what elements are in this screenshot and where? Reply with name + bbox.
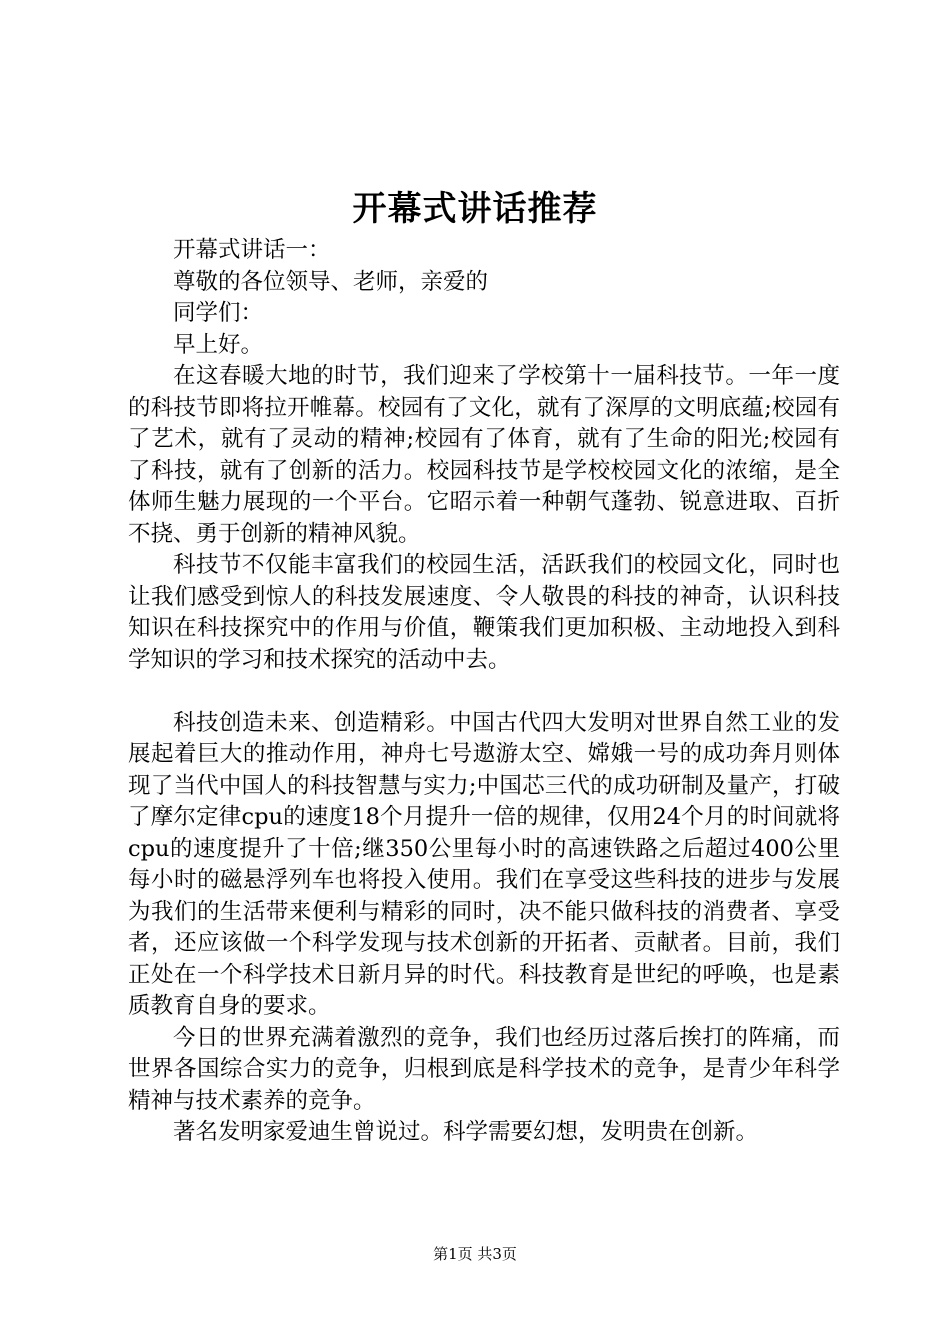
paragraph-edison-quote: 著名发明家爱迪生曾说过。科学需要幻想，发明贵在创新。 [173,1119,759,1145]
paragraph-world-competition: 今日的世界充满着激烈的竞争，我们也经历过落后挨打的阵痛，而世界各国综合实力的竞争，归根到底是科学技术的竞争，是青少年科学精神与技术素养的竞争。 [128,1024,840,1114]
paragraph-technology-future: 科技创造未来、创造精彩。中国古代四大发明对世界自然工业的发展起着巨大的推动作用，神舟七号遨游太空、嫦娥一号的成功奔月则体现了当代中国人的科技智慧与实力;中国芯三代的成功研制及量产，打破了摩尔定律cpu的速度18个月提升一倍的规律，仅用24个月的时间就将cpu的速度提升了十倍;继350公里每小时的高速铁路之后超过400公里每小时的磁悬浮列车也将投入使用。我们在享受这些科技的进步与发展为我们的生活带来便利与精彩的同时，决不能只做科技的消费者、享受者，还应该做一个科学发现与技术创新的开拓者、贡献者。目前，我们正处在一个科学技术日新月异的时代。科技教育是世纪的呼唤，也是素质教育自身的要求。 [128,709,840,1019]
paragraph-festival-intro: 在这春暖大地的时节，我们迎来了学校第十一届科技节。一年一度的科技节即将拉开帷幕。校园有了文化，就有了深厚的文明底蕴;校园有了艺术，就有了灵动的精神;校园有了体育，就有了生命的阳光;校园有了科技，就有了创新的活力。校园科技节是学校校园文化的浓缩，是全体师生魅力展现的一个平台。它昭示着一种朝气蓬勃、锐意进取、百折不挠、勇于创新的精神风貌。 [128,363,840,547]
paragraph-festival-benefits: 科技节不仅能丰富我们的校园生活，活跃我们的校园文化，同时也让我们感受到惊人的科技发展速度、令人敬畏的科技的神奇，认识科技知识在科技探究中的作用与价值，鞭策我们更加积极、主动地投入到科学知识的学习和技术探究的活动中去。 [128,552,840,673]
document-title: 开幕式讲话推荐 [352,189,598,229]
paragraph-greeting-heading: 开幕式讲话一： [173,237,331,263]
page-number-footer: 第1页 共3页 [433,1245,517,1263]
paragraph-salutation-cont: 同学们： [173,300,264,326]
paragraph-salutation: 尊敬的各位领导、老师，亲爱的 [173,268,489,295]
paragraph-good-morning: 早上好。 [173,331,264,358]
document-body [128,235,840,1149]
